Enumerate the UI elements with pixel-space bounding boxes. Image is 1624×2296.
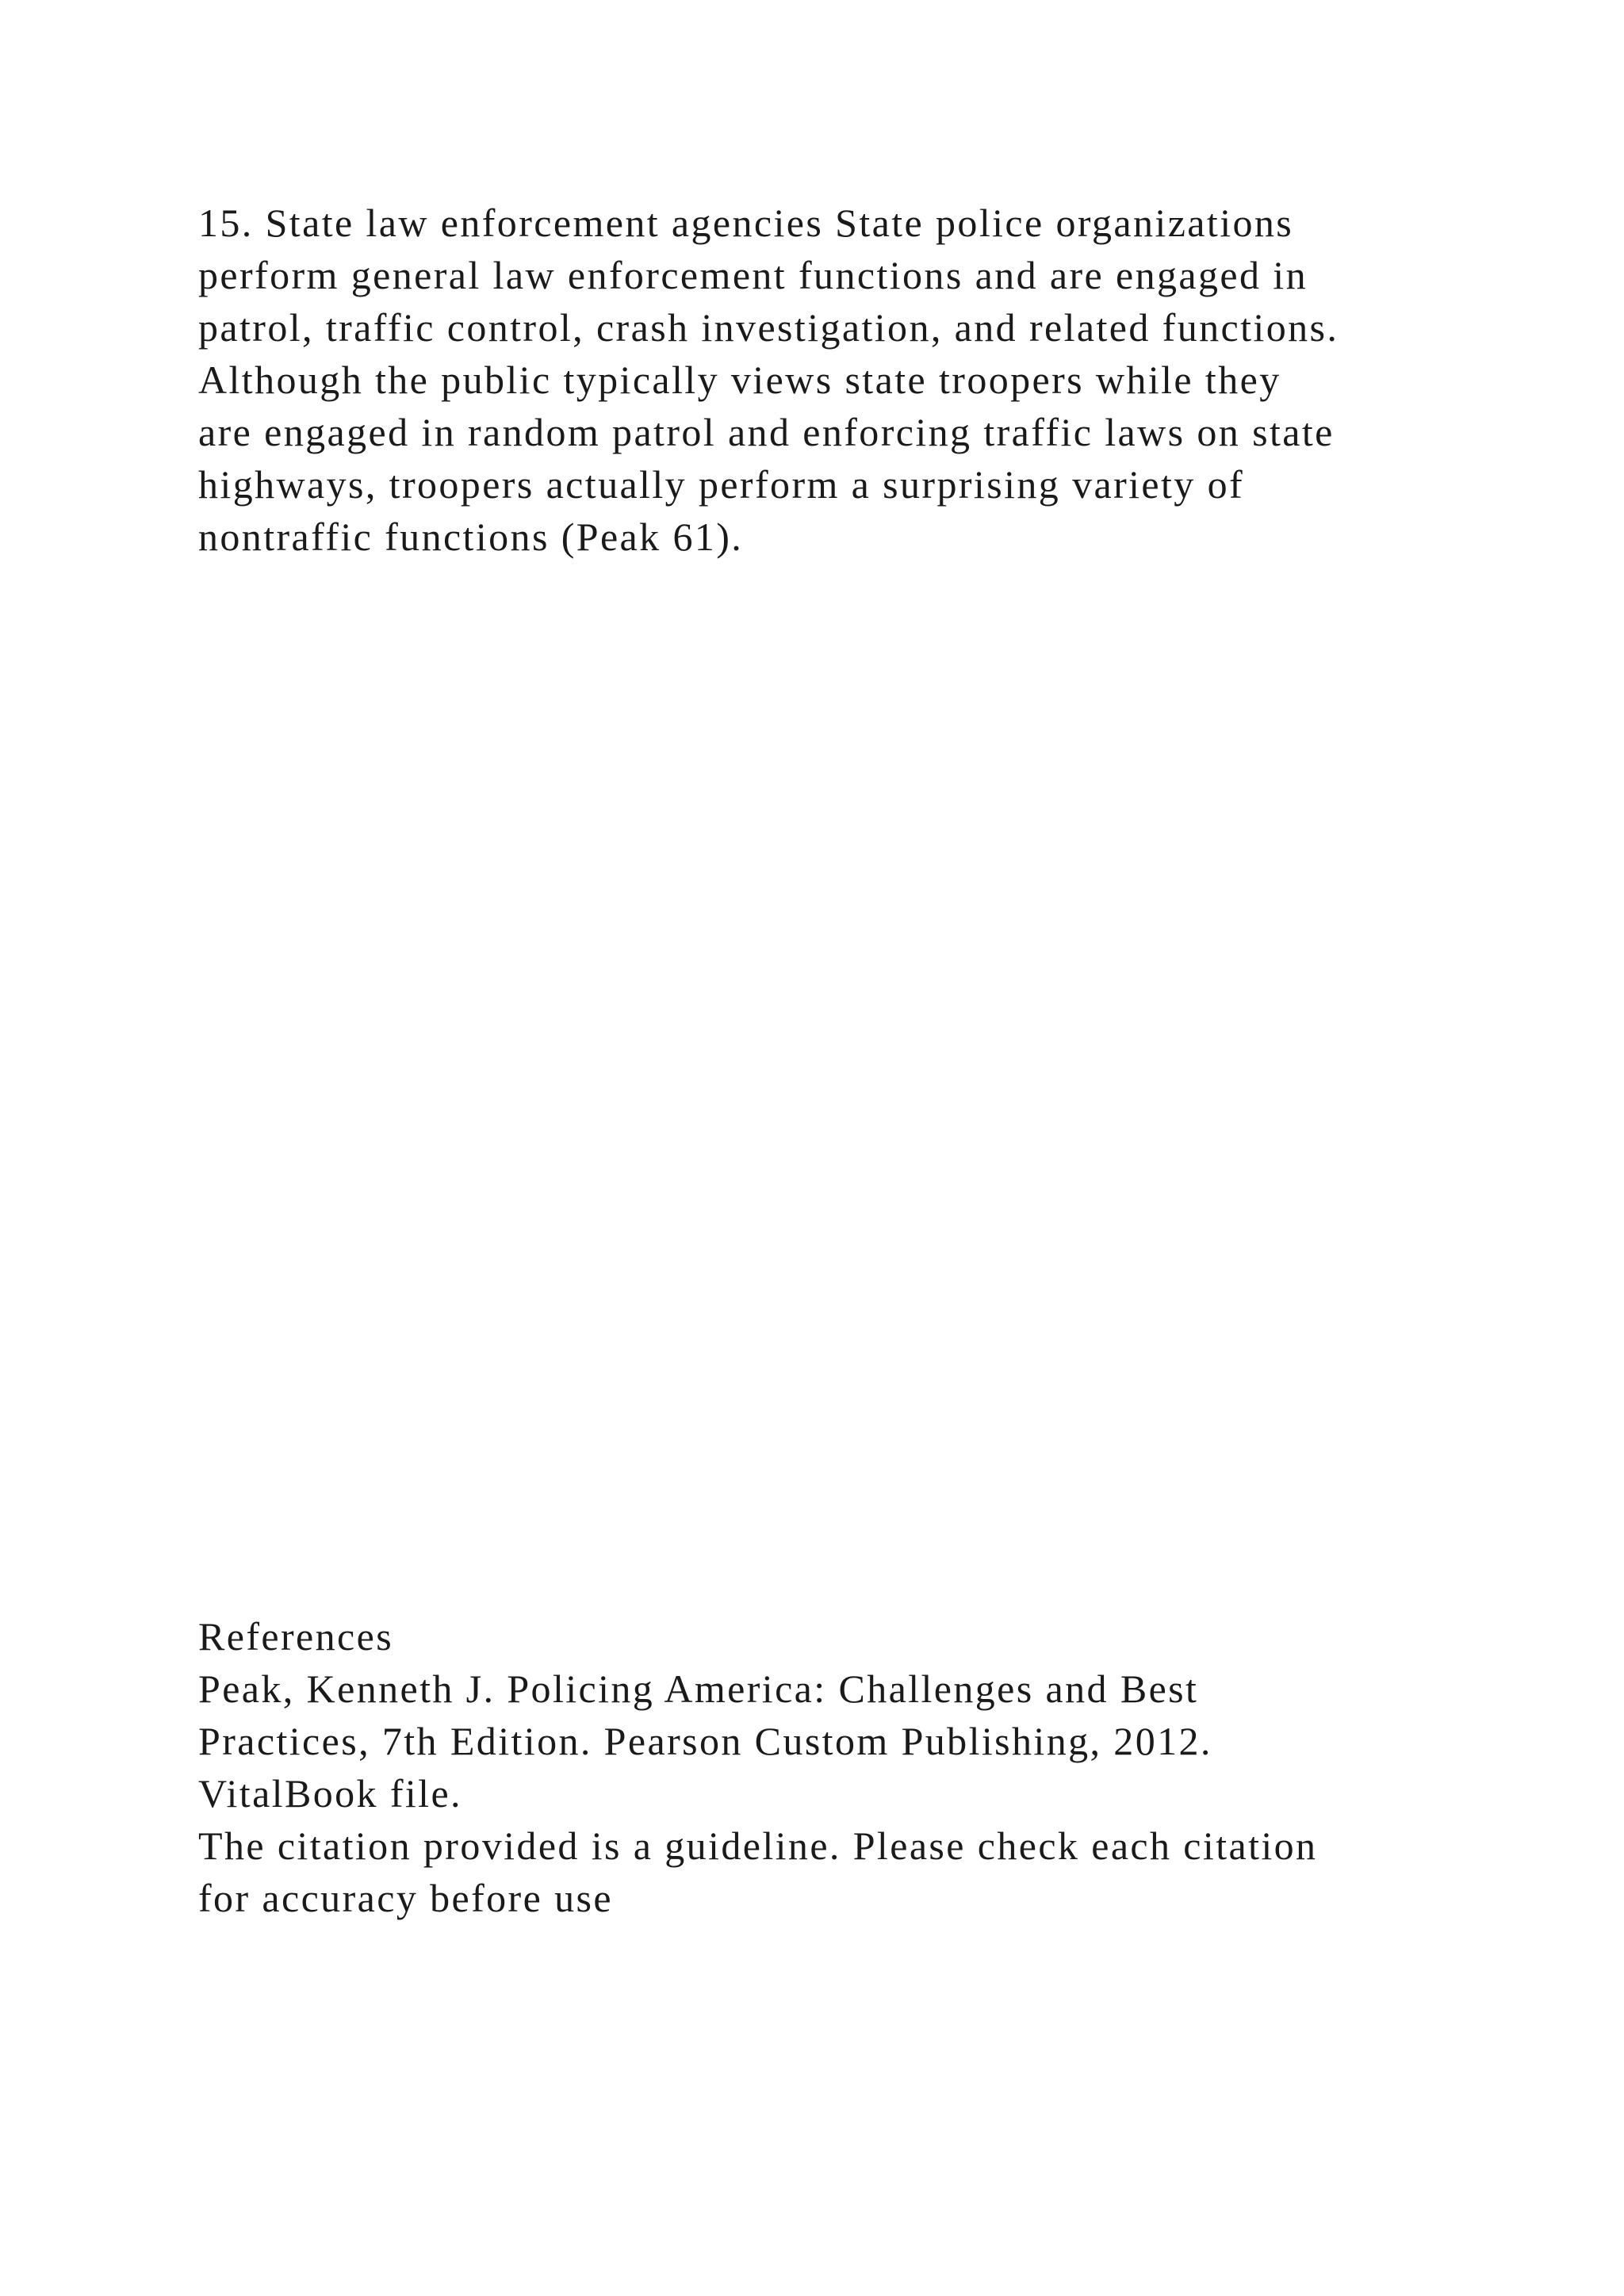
reference-line: Practices, 7th Edition. Pearson Custom Publishing, 2012. bbox=[198, 1719, 1212, 1763]
body-line: Although the public typically views state troopers while they bbox=[198, 358, 1281, 402]
body-line: 15. State law enforcement agencies State police organizations bbox=[198, 201, 1294, 245]
body-line: are engaged in random patrol and enforcing traffic laws on state bbox=[198, 410, 1335, 454]
body-line: perform general law enforcement functions and are engaged in bbox=[198, 253, 1308, 297]
reference-line: Peak, Kenneth J. Policing America: Challenges and Best bbox=[198, 1667, 1199, 1711]
citation-note-line: The citation provided is a guideline. Please check each citation bbox=[198, 1823, 1318, 1868]
references-heading: References bbox=[198, 1614, 394, 1659]
citation-note-line: for accuracy before use bbox=[198, 1876, 613, 1920]
body-line: highways, troopers actually perform a surprising variety of bbox=[198, 462, 1245, 507]
body-paragraph bbox=[198, 197, 1546, 563]
body-line: patrol, traffic control, crash investigation, and related functions. bbox=[198, 305, 1339, 350]
body-line: nontraffic functions (Peak 61). bbox=[198, 515, 744, 559]
references-section bbox=[198, 1610, 1546, 1924]
reference-line: VitalBook file. bbox=[198, 1771, 462, 1816]
